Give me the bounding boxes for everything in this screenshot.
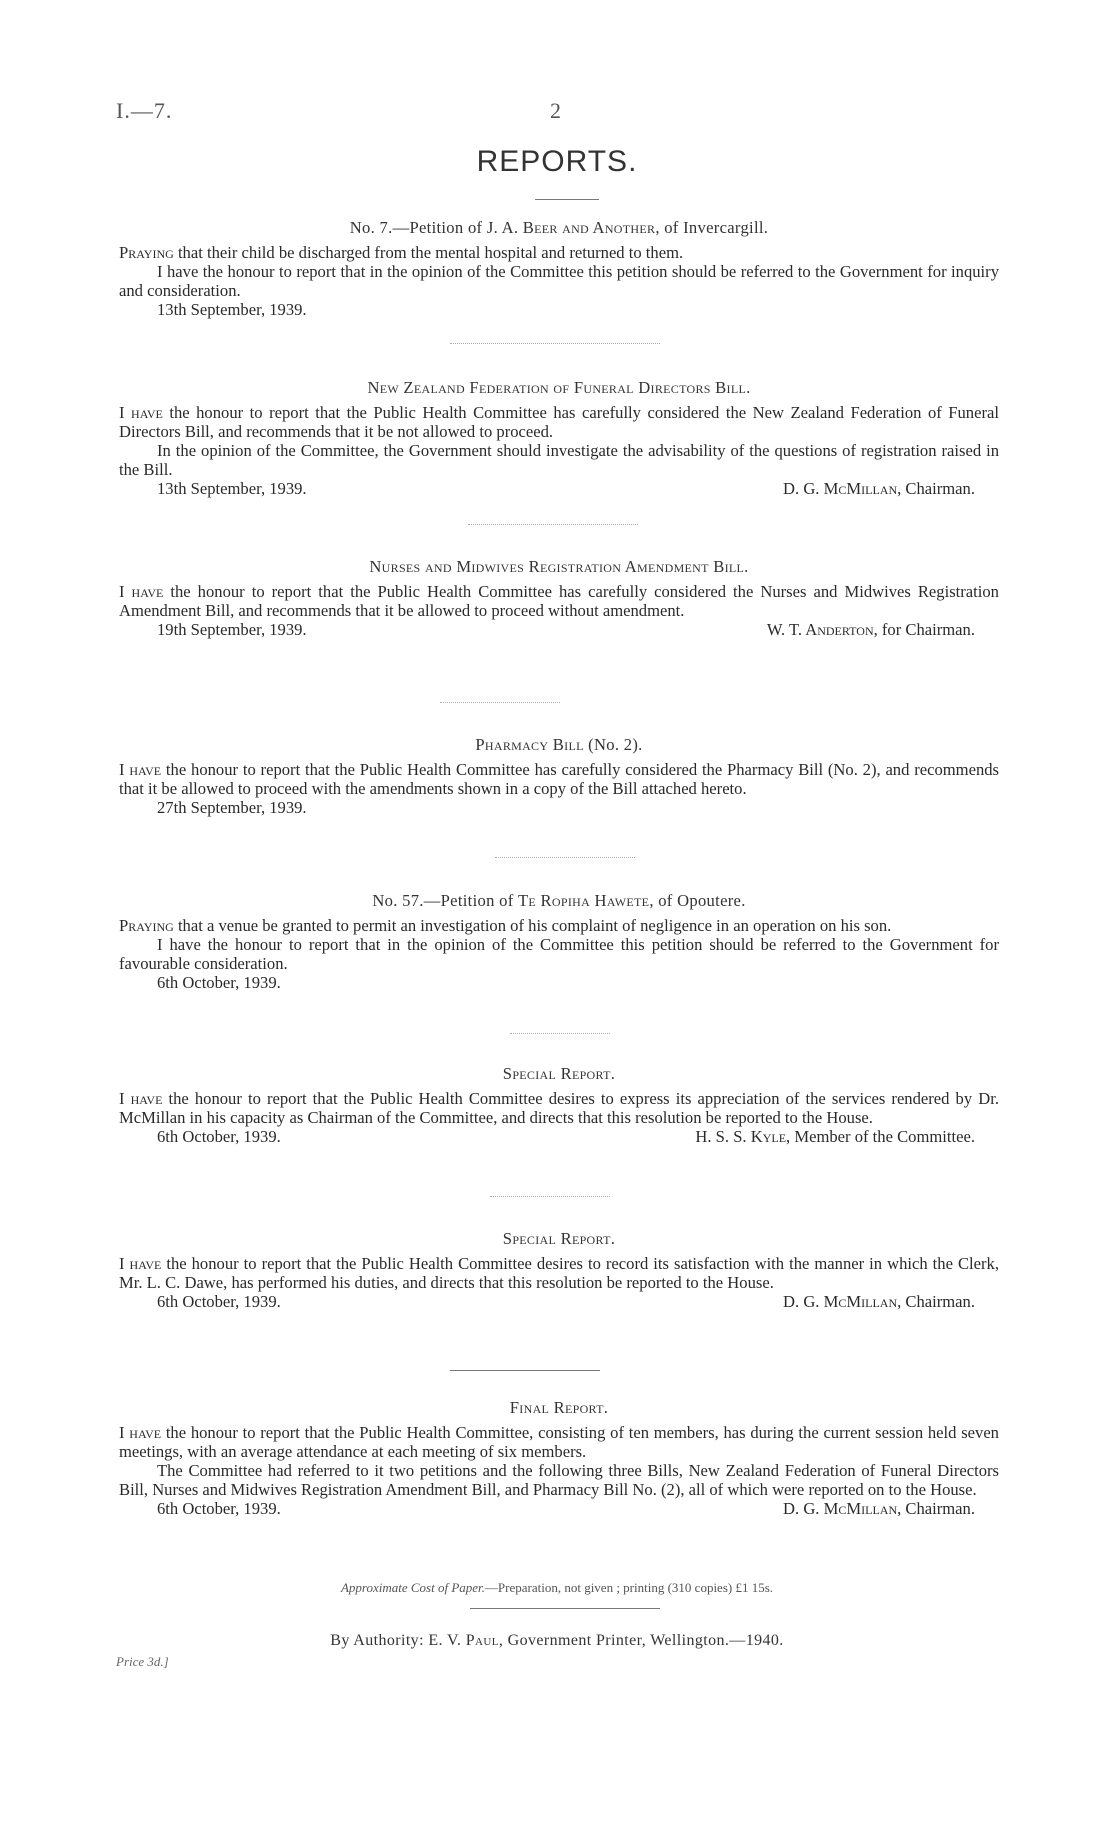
- report-date: 13th September, 1939.: [157, 300, 307, 319]
- report-paragraph: I have the honour to report that the Public Health Committee desires to record its satisfaction with the manner in which the Clerk, Mr. L. C. Dawe, has performed his duties, and directs that this resolution be reported to the House.: [119, 1254, 999, 1292]
- cost-of-paper-note: Approximate Cost of Paper.—Preparation, not given ; printing (310 copies) £1 15s.: [340, 1580, 774, 1595]
- report-signature: D. G. McMillan, Chairman.: [783, 1292, 975, 1311]
- page-number: 2: [550, 98, 561, 123]
- report-petition-57: [119, 891, 999, 992]
- printer-authority: By Authority: E. V. Paul, Government Printer, Wellington.—1940.: [330, 1632, 784, 1649]
- section-divider: [495, 857, 635, 858]
- report-paragraph: In the opinion of the Committee, the Government should investigate the advisability of the questions of registration raised in the Bill.: [119, 441, 999, 479]
- report-paragraph: I have the honour to report that the Public Health Committee has carefully considered the Nurses and Midwives Registration Amendment Bill, and recommends that it be allowed to proceed without amendment.: [119, 582, 999, 620]
- footer-rule: [470, 1608, 660, 1609]
- report-funeral-directors-bill: [119, 378, 999, 498]
- section-heading: Final Report.: [509, 1398, 609, 1417]
- section-heading: No. 57.—Petition of Te Ropiha Hawete, of Opoutere.: [372, 891, 746, 910]
- price-label: Price 3d.]: [116, 1654, 169, 1669]
- report-date: 27th September, 1939.: [157, 798, 307, 817]
- final-report: [119, 1398, 999, 1518]
- section-divider: [440, 702, 560, 703]
- section-heading: Pharmacy Bill (No. 2).: [475, 735, 643, 754]
- report-signature: D. G. McMillan, Chairman.: [783, 479, 975, 498]
- report-paragraph: Praying that their child be discharged from the mental hospital and returned to them.: [119, 243, 684, 262]
- special-report-clerk: [119, 1229, 999, 1311]
- report-nurses-midwives-bill: [119, 557, 999, 639]
- title-rule: [535, 199, 599, 200]
- report-pharmacy-bill: [119, 735, 999, 817]
- report-paragraph: I have the honour to report that the Public Health Committee desires to express its appreciation of the services rendered by Dr. McMillan in his capacity as Chairman of the Committee, and directs that this resolution be reported to the House.: [119, 1089, 999, 1127]
- section-divider: [468, 524, 638, 525]
- report-paragraph: Praying that a venue be granted to permit an investigation of his complaint of negligence in an operation on his son.: [119, 916, 892, 935]
- report-signature: D. G. McMillan, Chairman.: [783, 1499, 975, 1518]
- report-signature: H. S. S. Kyle, Member of the Committee.: [695, 1127, 975, 1146]
- section-divider: [450, 343, 660, 344]
- report-paragraph: I have the honour to report that in the opinion of the Committee this petition should be referred to the Government for favourable consideration.: [119, 935, 999, 973]
- section-heading: Nurses and Midwives Registration Amendment Bill.: [369, 557, 749, 576]
- report-petition-7: [119, 218, 999, 319]
- report-paragraph: I have the honour to report that the Public Health Committee has carefully considered the Pharmacy Bill (No. 2), and recommends that it be allowed to proceed with the amendments shown in a copy of the Bill attached hereto.: [119, 760, 999, 798]
- report-date: 6th October, 1939.: [157, 1127, 281, 1146]
- report-paragraph: I have the honour to report that the Public Health Committee, consisting of ten members, has during the current session held seven meetings, with an average attendance at each meeting of six members.: [119, 1423, 999, 1461]
- special-report-appreciation: [119, 1064, 999, 1146]
- section-heading: Special Report.: [502, 1229, 616, 1248]
- report-paragraph: I have the honour to report that the Public Health Committee has carefully considered the New Zealand Federation of Funeral Directors Bill, and recommends that it be not allowed to proceed.: [119, 403, 999, 441]
- section-heading: New Zealand Federation of Funeral Directors Bill.: [367, 378, 751, 397]
- report-date: 6th October, 1939.: [157, 1499, 281, 1518]
- section-heading: Special Report.: [502, 1064, 616, 1083]
- report-date: 13th September, 1939.: [157, 479, 307, 498]
- section-divider: [450, 1370, 600, 1371]
- report-date: 19th September, 1939.: [157, 620, 307, 639]
- report-paragraph: I have the honour to report that in the opinion of the Committee this petition should be referred to the Government for inquiry and consideration.: [119, 262, 999, 300]
- section-divider: [490, 1196, 610, 1197]
- page-title: REPORTS.: [476, 145, 638, 178]
- report-date: 6th October, 1939.: [157, 973, 281, 992]
- section-heading: No. 7.—Petition of J. A. Beer and Another, of Invercargill.: [349, 218, 769, 237]
- section-divider: [510, 1033, 610, 1034]
- page-reference: I.—7.: [116, 98, 173, 123]
- report-date: 6th October, 1939.: [157, 1292, 281, 1311]
- report-signature: W. T. Anderton, for Chairman.: [766, 620, 975, 639]
- report-paragraph: The Committee had referred to it two petitions and the following three Bills, New Zealand Federation of Funeral Directors Bill, Nurses and Midwives Registration Amendment Bill, and Pharmacy Bill No. (2), all of which were reported on to the House.: [119, 1461, 999, 1499]
